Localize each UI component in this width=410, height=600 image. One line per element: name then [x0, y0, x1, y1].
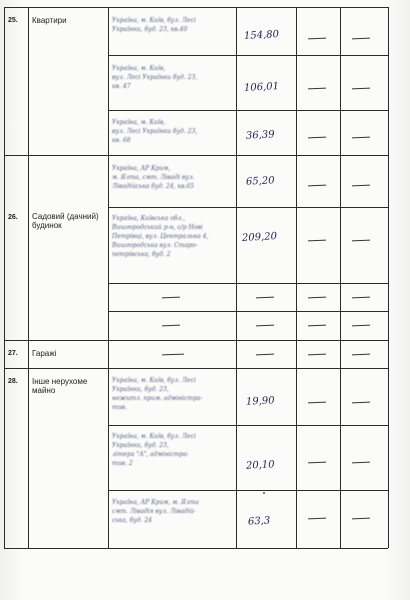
row-number: 25. [8, 17, 18, 24]
table-column-divider [108, 7, 109, 548]
empty-mark [352, 185, 370, 187]
table-row-divider [108, 207, 388, 208]
table-border-top [4, 7, 388, 8]
table-column-divider [236, 7, 237, 548]
area-value: 19,90 [245, 395, 275, 408]
table-row-divider [4, 340, 388, 341]
empty-mark [352, 462, 370, 464]
empty-mark [352, 354, 370, 356]
empty-mark [162, 354, 184, 356]
empty-mark [308, 402, 326, 404]
empty-mark [352, 297, 370, 299]
address-entry: Україна, м. Київ, бул. Лесі Українки, буд. 23, кв.40 [112, 17, 196, 33]
area-value: 63,3 [247, 515, 271, 528]
area-value: 154,80 [243, 29, 280, 42]
table-column-divider [296, 7, 297, 548]
row-number: 28. [8, 378, 18, 385]
row-number: 26. [8, 214, 18, 221]
empty-mark [352, 88, 370, 90]
empty-mark [352, 137, 370, 139]
empty-mark [308, 137, 326, 139]
area-value: 209,20 [241, 231, 278, 244]
table-border-bottom [4, 548, 388, 549]
table-border-left [4, 7, 5, 548]
address-entry: Україна, м. Київ, вул. Лесі Українки буд. 23, кв. 68 [112, 119, 198, 144]
address-entry: Україна, Київська обл., Вишгородський р-н, с/р Нові Петрівці, вул. Центральна 4, Вишгородська вул. Старо- петрівська, буд. 2 [112, 215, 209, 258]
empty-mark [308, 88, 326, 90]
empty-mark [308, 325, 326, 327]
row-label-garages: Гаражі [32, 349, 57, 358]
table-row-divider [108, 425, 388, 426]
empty-mark [162, 297, 180, 299]
row-label-other-real-estate: Інше нерухоме майно [32, 377, 88, 395]
row-label-apartments: Квартири [32, 16, 67, 25]
table-row-divider [4, 155, 388, 156]
empty-mark [352, 518, 370, 520]
empty-mark [352, 402, 370, 404]
area-value: 65,20 [245, 175, 275, 188]
empty-mark [352, 325, 370, 327]
table-row-divider [108, 55, 388, 56]
empty-mark [308, 462, 326, 464]
empty-mark [256, 354, 274, 356]
address-entry: Україна, м. Київ, бул. Лесі Українки, буд. 23, літера "А", адміністра- тив. 2 [112, 433, 196, 467]
table-row-divider [108, 110, 388, 111]
table-row-divider [108, 490, 388, 491]
address-entry: Україна, АР Крим, м. Ялта, смт. Ліваді вул. Лівадійська буд. 24, кв.65 [112, 165, 195, 190]
empty-mark [308, 518, 326, 520]
empty-mark [256, 325, 274, 327]
table-row-divider [108, 283, 388, 284]
table-column-divider [28, 7, 29, 548]
empty-mark [308, 240, 326, 242]
table-row-divider [108, 311, 388, 312]
row-label-country-house: Садовий (дачний) будинок [32, 212, 99, 230]
table-column-divider [340, 7, 341, 548]
area-value: 106,01 [243, 81, 280, 94]
empty-mark [352, 240, 370, 242]
area-value: 20,10 [245, 459, 275, 472]
empty-mark [308, 297, 326, 299]
empty-mark [308, 354, 326, 356]
row-number: 27. [8, 350, 18, 357]
table-row-divider [4, 368, 388, 369]
empty-mark [352, 38, 370, 40]
address-entry: Україна, м. Київ, бул. Лесі Українки, буд. 23, нежитл. прим. адміністра- тив. [112, 377, 203, 411]
empty-mark [162, 325, 180, 327]
empty-mark [308, 38, 326, 40]
address-entry: Україна, АР Крим, м. Ялта смт. Лівадія вул. Лівадій- ська, буд. 24 [112, 499, 199, 524]
area-value: 36,39 [245, 129, 275, 142]
scan-speck [263, 492, 265, 494]
table-border-right [388, 7, 389, 548]
empty-mark [256, 297, 274, 299]
address-entry: Україна, м. Київ, вул. Лесі Українки буд. 23, кв. 47 [112, 65, 198, 90]
empty-mark [308, 185, 326, 187]
